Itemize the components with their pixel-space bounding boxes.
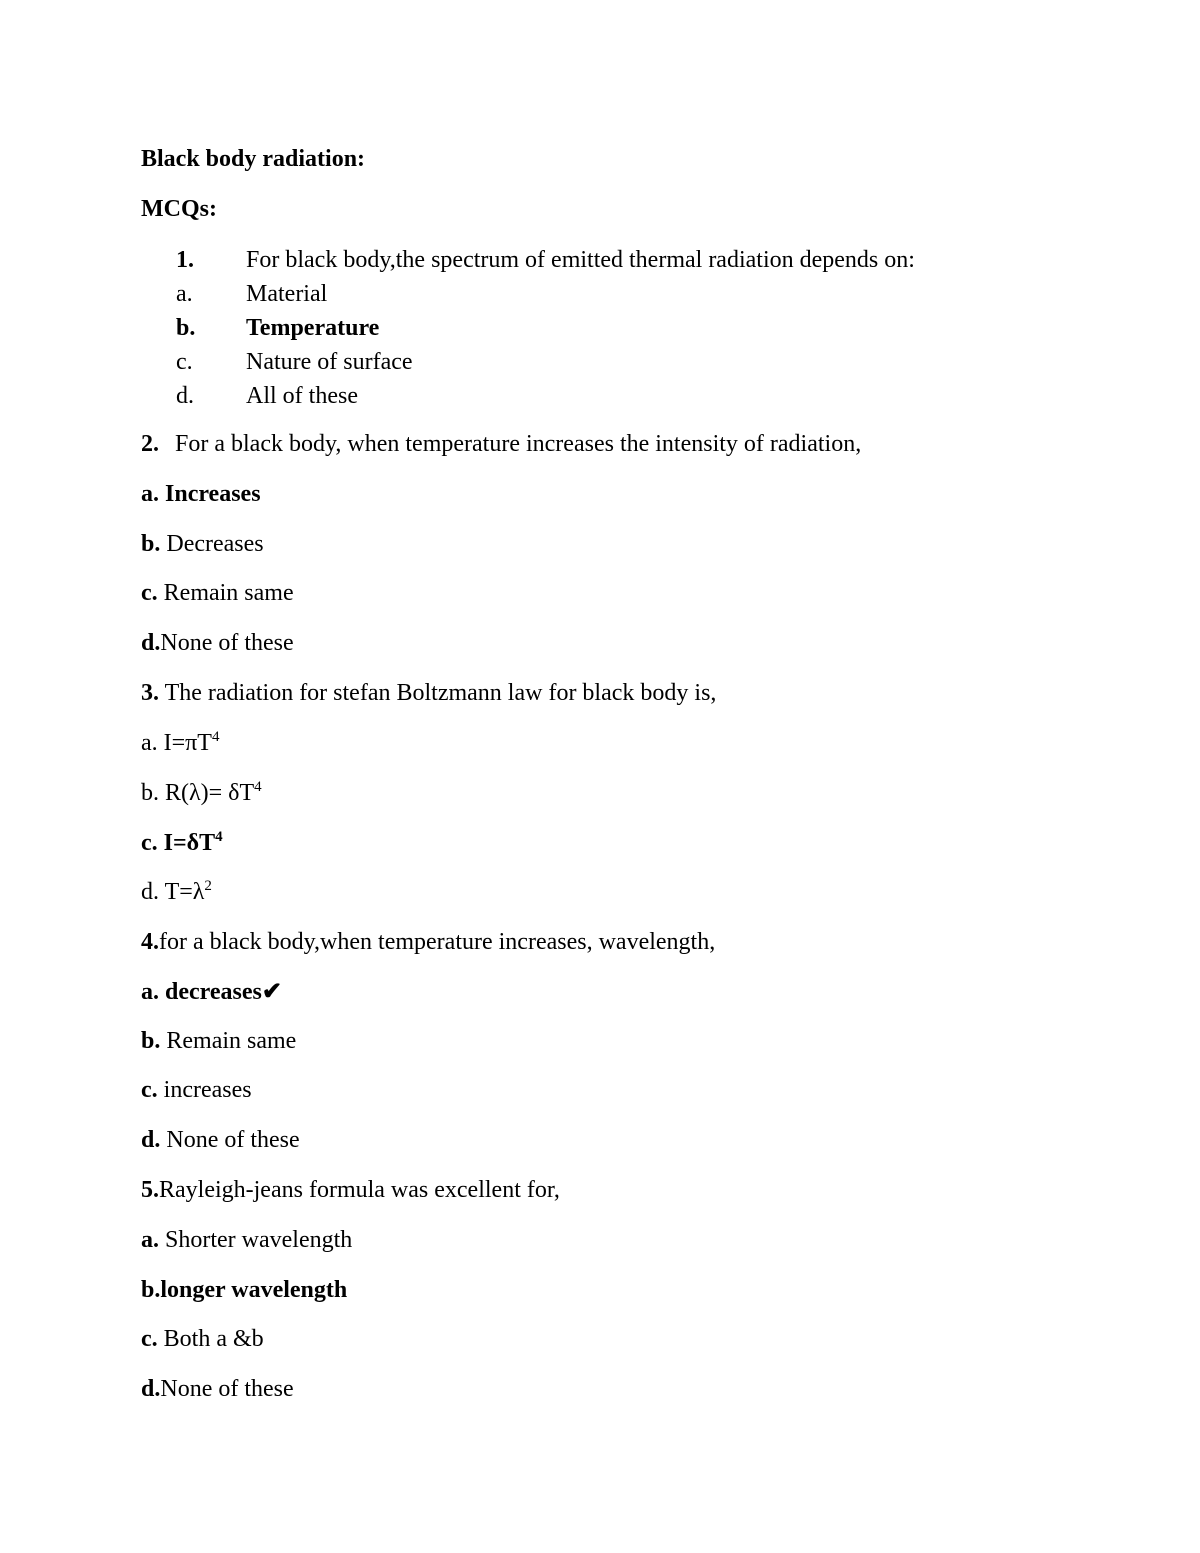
option-marker: d. (141, 630, 161, 656)
option-text: Decreases (166, 531, 264, 557)
question-4-number: 4. (141, 929, 159, 955)
question-5-text: Rayleigh-jeans formula was excellent for, (159, 1177, 560, 1203)
question-2-option-b (141, 530, 264, 558)
option-text: I=πT (163, 730, 212, 756)
option-marker: a. (141, 979, 159, 1005)
option-exponent: 4 (211, 729, 220, 745)
option-text: None of these (160, 1376, 294, 1402)
question-1-option-b-marker: b. (176, 315, 196, 341)
question-5 (141, 1176, 560, 1204)
option-marker: d. (141, 879, 159, 905)
option-marker: b. (141, 531, 161, 557)
option-marker: d. (141, 1127, 161, 1153)
option-text: R(λ)= δT (165, 780, 255, 806)
option-marker: c. (141, 1326, 158, 1352)
question-3 (141, 679, 716, 707)
option-marker: c. (141, 580, 158, 606)
question-3-option-b (141, 779, 262, 807)
section-heading: MCQs: (141, 196, 217, 222)
question-4 (141, 928, 715, 956)
question-5-number: 5. (141, 1177, 159, 1203)
question-3-option-c (141, 829, 223, 857)
question-3-option-d (141, 878, 212, 906)
option-text: increases (163, 1077, 252, 1103)
option-exponent: 2 (204, 878, 212, 894)
document-title: Black body radiation: (141, 146, 366, 172)
option-exponent: 4 (215, 829, 223, 845)
question-1-text: For black body,the spectrum of emitted thermal radiation depends on: (246, 247, 915, 273)
question-4-option-b (141, 1027, 296, 1055)
question-1-option-c: Nature of surface (246, 349, 413, 375)
question-5-option-c (141, 1325, 264, 1353)
option-text: I=δT (163, 830, 216, 856)
option-text: Increases (165, 481, 261, 507)
option-text: None of these (166, 1127, 300, 1153)
question-4-option-d (141, 1126, 300, 1154)
option-text: T=λ (164, 879, 205, 905)
question-3-option-a (141, 729, 219, 757)
question-2 (141, 430, 861, 458)
option-marker: b. (141, 1277, 161, 1303)
question-3-number: 3. (141, 680, 159, 706)
question-5-option-d (141, 1375, 294, 1403)
question-1-option-a: Material (246, 281, 328, 307)
question-4-option-c (141, 1076, 252, 1104)
option-exponent: 4 (254, 779, 262, 795)
option-marker: d. (141, 1376, 161, 1402)
question-5-option-a (141, 1226, 352, 1254)
question-1-number: 1. (176, 247, 194, 273)
question-2-option-d (141, 629, 294, 657)
option-text: Shorter wavelength (165, 1227, 353, 1253)
option-marker: c. (141, 830, 158, 856)
option-marker: a. (141, 1227, 159, 1253)
option-marker: b. (141, 1028, 161, 1054)
question-1-option-b: Temperature (246, 315, 380, 341)
option-marker: c. (141, 1077, 158, 1103)
question-1-option-d-marker: d. (176, 383, 194, 409)
question-5-option-b (141, 1276, 347, 1304)
question-4-text: for a black body,when temperature increases, wavelength, (159, 929, 716, 955)
question-4-option-a (141, 978, 282, 1006)
question-2-number: 2. (141, 431, 159, 457)
option-text: Remain same (163, 580, 294, 606)
option-marker: a. (141, 481, 159, 507)
option-text: longer wavelength (160, 1277, 348, 1303)
option-text: None of these (160, 630, 294, 656)
question-2-option-c (141, 579, 294, 607)
option-marker: a. (141, 730, 158, 756)
option-text: Both a &b (163, 1326, 264, 1352)
option-marker: b. (141, 780, 159, 806)
option-text: Remain same (166, 1028, 297, 1054)
question-1-option-d: All of these (246, 383, 358, 409)
question-3-text: The radiation for stefan Boltzmann law for black body is, (164, 680, 717, 706)
question-1-option-c-marker: c. (176, 349, 193, 375)
question-1-option-a-marker: a. (176, 281, 193, 307)
question-2-text: For a black body, when temperature increases the intensity of radiation, (175, 431, 862, 457)
question-2-option-a (141, 480, 261, 508)
option-text: decreases✔ (165, 979, 282, 1005)
